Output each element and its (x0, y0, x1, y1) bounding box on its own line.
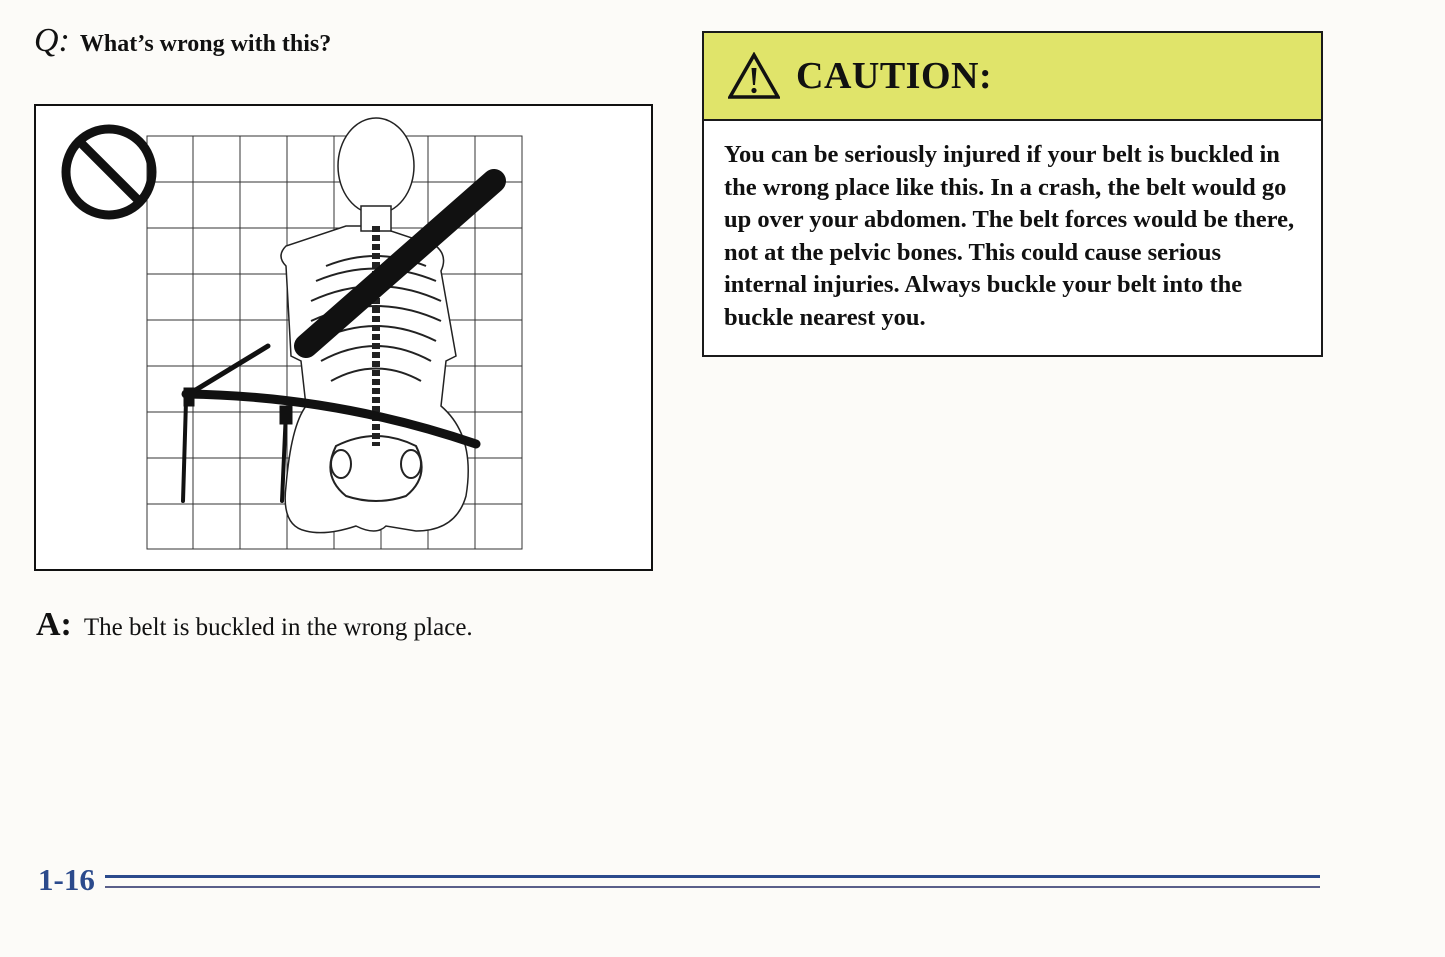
answer-text: The belt is buckled in the wrong place. (83, 614, 473, 641)
answer (36, 606, 473, 644)
answer-label: A: (36, 606, 72, 643)
warning-triangle-icon (728, 52, 780, 100)
question-text: What’s wrong with this? (79, 31, 332, 57)
question (34, 22, 331, 60)
caution-title: CAUTION: (796, 55, 993, 97)
caution-text: You can be seriously injured if your belt is buckled in the wrong place like this. In a crash, the belt would go up over your abdomen. The belt forces would be there, not at the pelvic bones. This could cause serious internal injuries. Always buckle your belt into the buckle nearest you. (724, 141, 1295, 331)
question-label: Q: (34, 22, 70, 59)
caution-box (702, 31, 1323, 357)
caution-header (704, 33, 1321, 121)
prohibition-icon (66, 129, 152, 215)
footer-rule-thick (105, 875, 1320, 878)
footer-rule-thin (105, 886, 1320, 888)
seatbelt-illustration (34, 104, 653, 571)
page-number: 1-16 (38, 862, 95, 897)
